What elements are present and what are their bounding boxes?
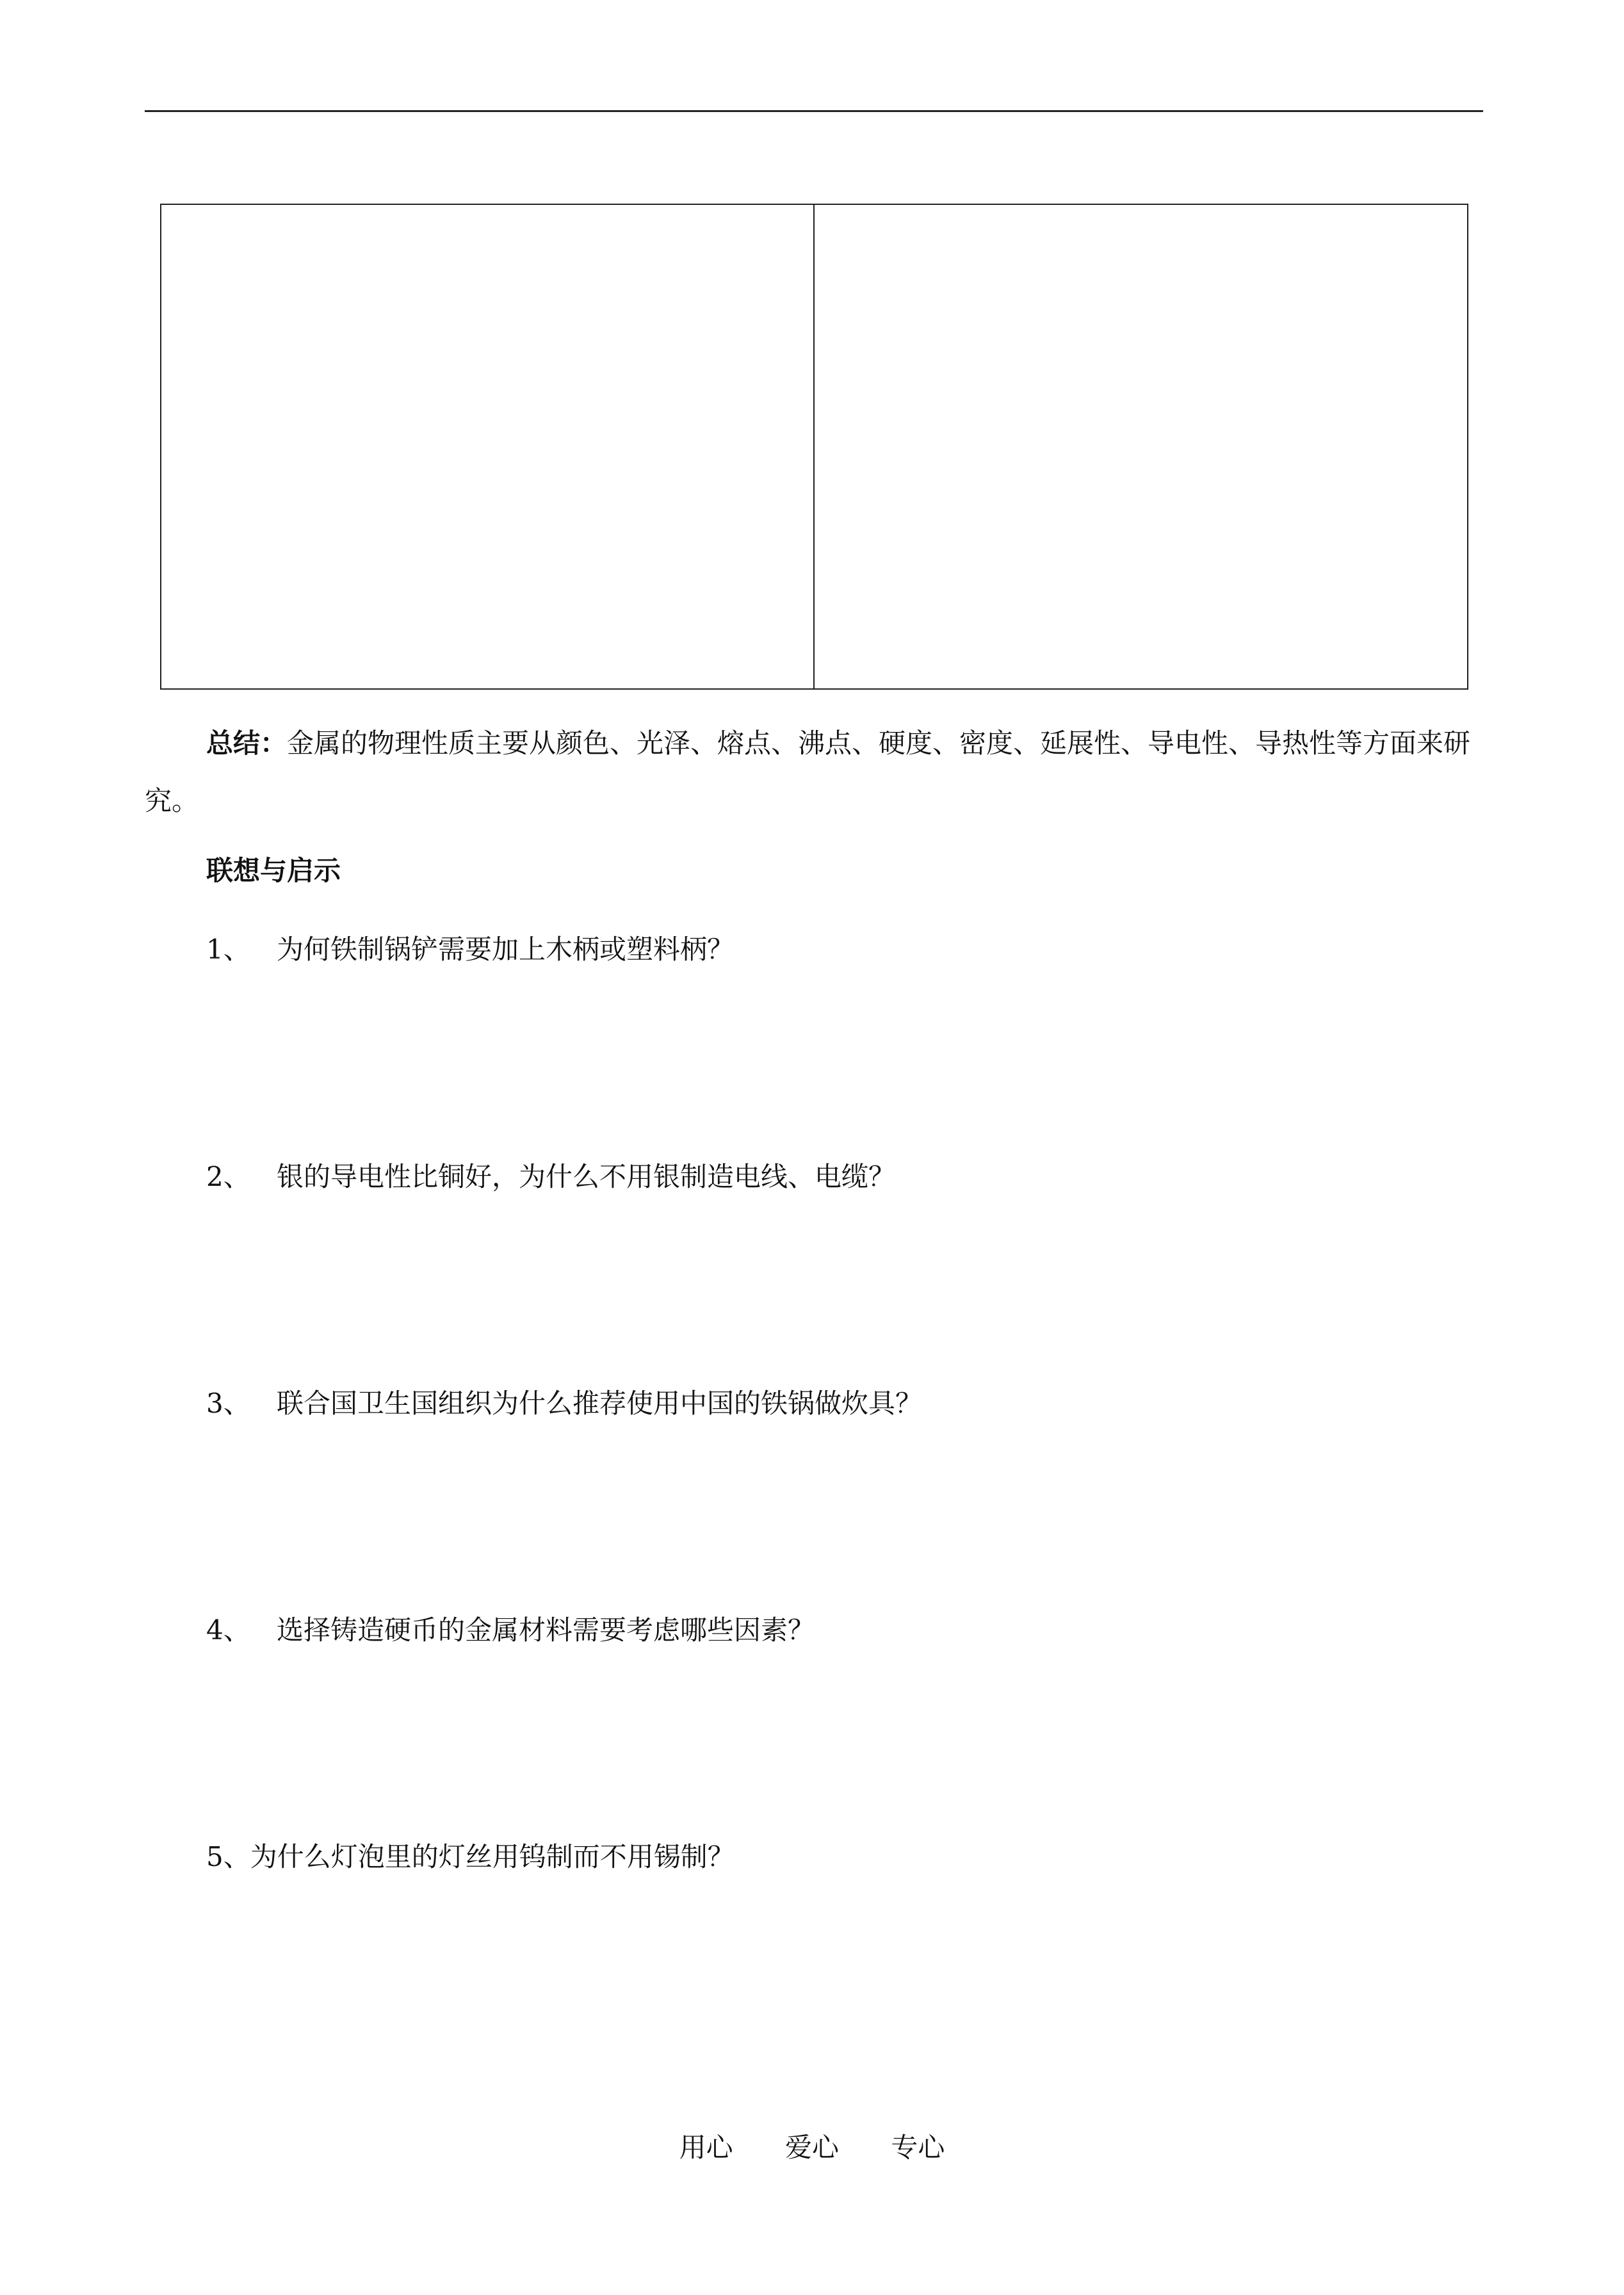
question-2 — [206, 1158, 895, 1196]
question-3 — [206, 1384, 922, 1423]
question-text: 选择铸造硬币的金属材料需要考虑哪些因素？ — [277, 1614, 815, 1646]
question-5 — [206, 1838, 735, 1876]
summary-lead: 总结： — [206, 727, 288, 759]
question-number: 4、 — [206, 1614, 250, 1646]
answer-cell-left — [161, 205, 815, 688]
question-number: 5、 — [206, 1841, 250, 1872]
question-text: 联合国卫生国组织为什么推荐使用中国的铁锅做炊具？ — [277, 1388, 923, 1419]
header-rule — [145, 110, 1483, 112]
footer-word: 用心 — [679, 2132, 733, 2163]
page-footer — [0, 2129, 1624, 2167]
question-4 — [206, 1611, 815, 1650]
question-text: 为何铁制锅铲需要加上木柄或塑料柄？ — [277, 934, 735, 965]
answer-table — [160, 204, 1468, 690]
question-text: 为什么灯泡里的灯丝用钨制而不用锡制？ — [250, 1841, 735, 1872]
question-number: 3、 — [206, 1388, 250, 1419]
question-text: 银的导电性比铜好，为什么不用银制造电线、电缆？ — [277, 1161, 896, 1192]
answer-cell-right — [815, 205, 1468, 688]
question-number: 1、 — [206, 934, 250, 965]
footer-word: 爱心 — [784, 2132, 839, 2163]
section-title: 联想与启示 — [206, 855, 341, 886]
question-1 — [206, 930, 734, 969]
summary-paragraph — [145, 715, 1483, 830]
summary-text: 金属的物理性质主要从颜色、光泽、熔点、沸点、硬度、密度、延展性、导电性、导热性等方面来研究。 — [145, 727, 1471, 816]
footer-word: 专心 — [891, 2132, 945, 2163]
question-number: 2、 — [206, 1161, 250, 1192]
